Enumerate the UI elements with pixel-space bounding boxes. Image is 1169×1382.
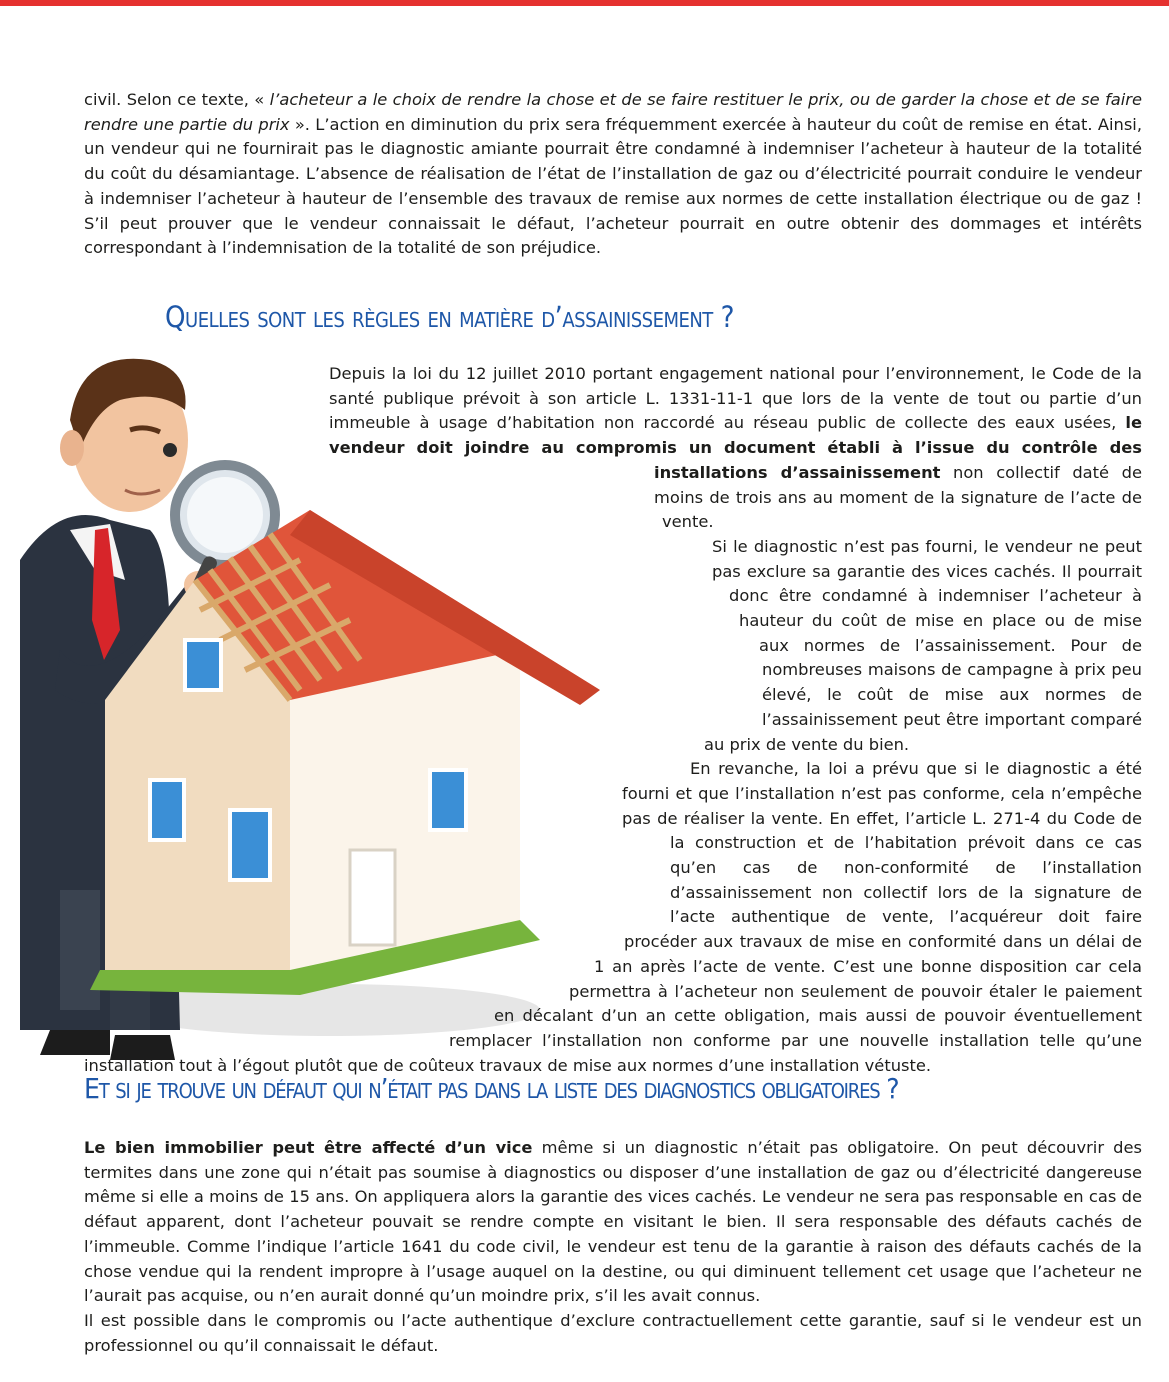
section-title-defaut: Et si je trouve un défaut qui n’était pas dans la liste des diagnostics obligatoires ?	[84, 1072, 899, 1105]
section2-body	[84, 1136, 1142, 1358]
section1-paragraph-1: Depuis la loi du 12 juillet 2010 portant engagement national pour l’environnement, le Code de la santé publique prévoit à son article L. 1331-11-1 que lors de la vente de tout ou partie d’un immeuble à usage d’habitation non raccordé au réseau public de collecte des eaux usées, le vendeur doit joindre au compromis un document établi à l’issue du contrôle des installations d’assainissement non collectif daté de moins de trois ans au moment de la signature de l’acte de vente.	[329, 364, 1142, 532]
top-accent-bar	[0, 0, 1169, 6]
section1-paragraph-2: Si le diagnostic n’est pas fourni, le vendeur ne peut pas exclure sa garantie des vices cachés. Il pourrait donc être condamné à indemniser l’acheteur à hauteur du coût de mise en place ou de mise aux normes de l’assainissement. Pour de nombreuses maisons de campagne à prix peu élevé, le coût de mise aux normes de l’assainissement peut être important comparé au prix de vente du bien.	[704, 536, 1142, 754]
section2-paragraph-1: Le bien immobilier peut être affecté d’un vice même si un diagnostic n’était pas obligatoire. On peut découvrir des termites dans une zone qui n’était pas soumise à diagnostics ou disposer d’une installation de gaz ou d’électricité dangereuse même si elle a moins de 15 ans. On appliquera alors la garantie des vices cachés. Le vendeur ne sera pas responsable en cas de défaut apparent, dont l’acheteur pouvait se rendre compte en visitant le bien. Il sera responsable des défauts cachés de l’immeuble. Comme l’indique l’article 1641 du code civil, le vendeur est tenu de la garantie à raison des défauts cachés de la chose vendue qui la rendent impropre à l’usage auquel on la destine, ou qui diminuent tellement cet usage que l’acheteur ne l’aurait pas acquise, ou n’en aurait donné qu’un moindre prix, s’il les avait connus.	[84, 1138, 1142, 1306]
section-title-assainissement: Quelles sont les règles en matière d’assainissement ?	[165, 300, 734, 334]
intro-paragraph: civil. Selon ce texte, « l’acheteur a le choix de rendre la chose et de se faire restituer le prix, ou de garder la chose et de se faire rendre une partie du prix ». L’action en diminution du prix sera fréquemment exercée à hauteur du coût de remise en état. Ainsi, un vendeur qui ne fournirait pas le diagnostic amiante pourrait être condamné à indemniser l’acheteur à hauteur de la totalité du coût du désamiantage. L’absence de réalisation de l’état de l’installation de gaz ou d’électricité pourrait conduire le vendeur à indemniser l’acheteur à hauteur de l’ensemble des travaux de remise aux normes de cette installation électrique ou de gaz ! S’il peut prouver que le vendeur connaissait le défaut, l’acheteur pourrait en outre obtenir des dommages et intérêts correspondant à l’indemnisation de la totalité de son préjudice.	[84, 90, 1142, 258]
section1-body	[84, 362, 1142, 1075]
section2-paragraph-2: Il est possible dans le compromis ou l’acte authentique d’exclure contractuellement cette garantie, sauf si le vendeur est un professionnel ou qu’il connaissait le défaut.	[84, 1310, 1142, 1355]
section1-paragraph-3: En revanche, la loi a prévu que si le diagnostic a été fourni et que l’installation n’est pas conforme, cela n’empêche pas de réaliser la vente. En effet, l’article L. 271-4 du Code de la construction et de l’habitation prévoit dans ce cas qu’en cas de non-conformité de l’installation d’assainissement non collectif lors de la signature de l’acte authentique de vente, l’acquéreur doit faire procéder aux travaux de mise en conformité dans un délai de 1 an après l’acte de vente. C’est une bonne disposition car cela permettra à l’acheteur non seulement de pouvoir étaler le paiement en décalant d’un an cette obligation, mais aussi de pouvoir éventuellement remplacer l’installation non conforme par une nouvelle installation telle qu’une installation tout à l’égout plutôt que de coûteux travaux de mise aux normes d’une installation vétuste.	[84, 759, 1142, 1075]
